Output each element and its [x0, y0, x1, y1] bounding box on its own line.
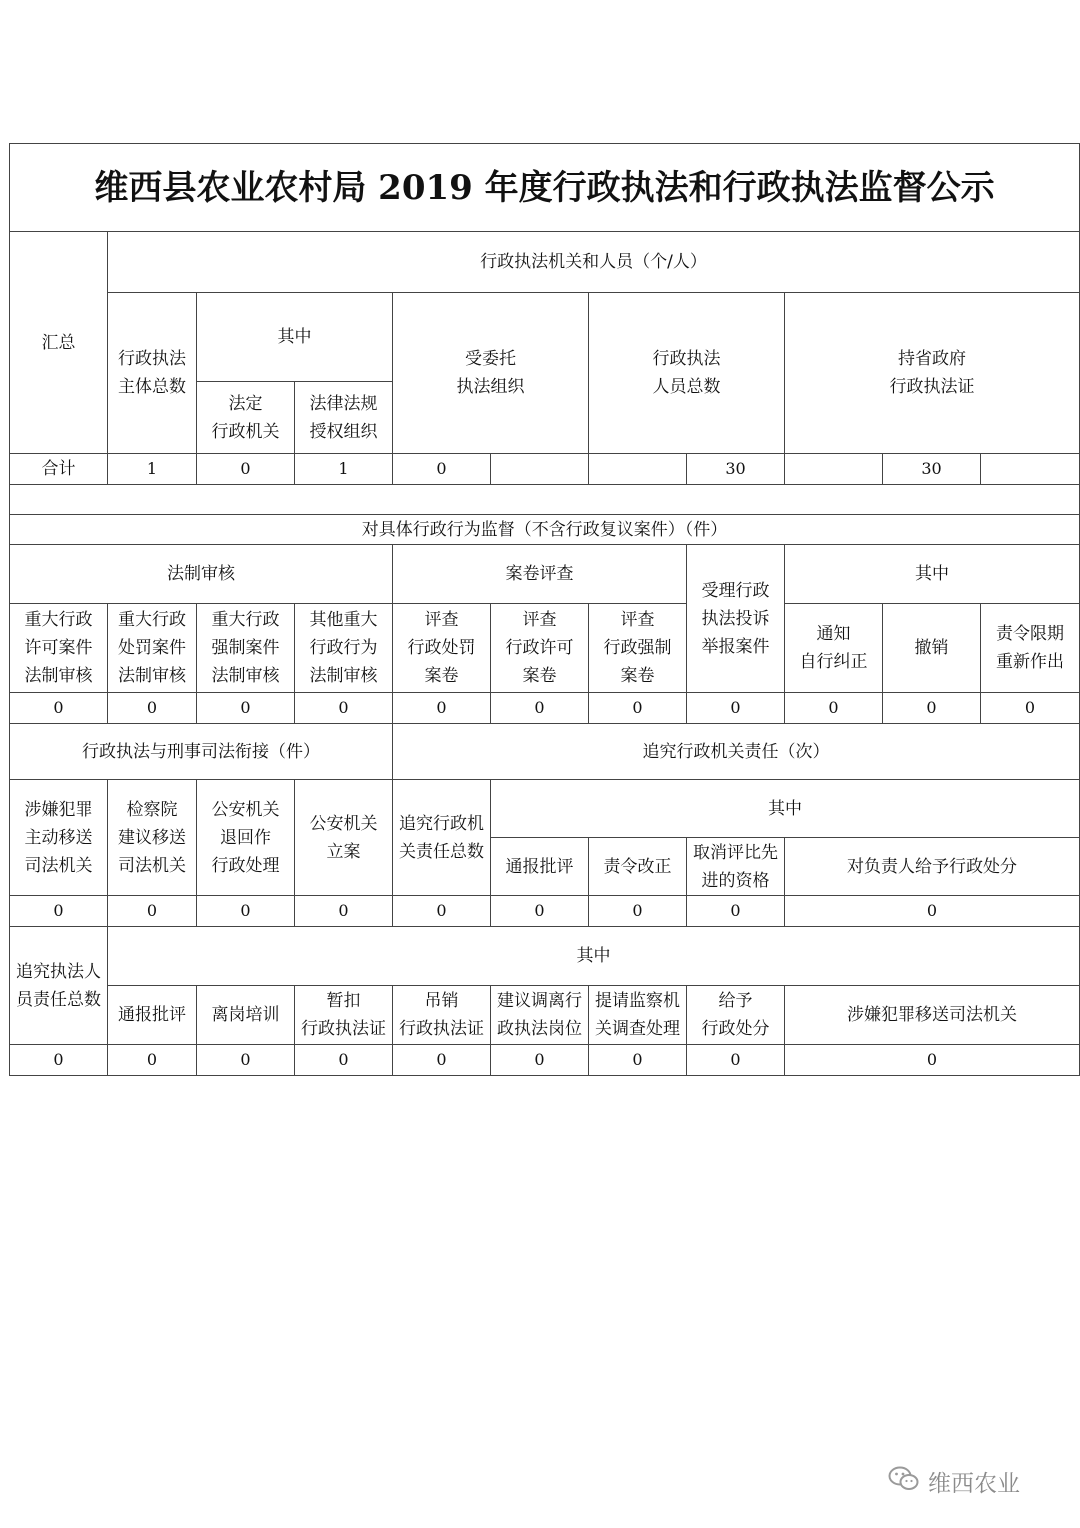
among-header: 其中 [785, 545, 1080, 604]
table-header-cell: 离岗培训 [197, 986, 295, 1045]
authorized-org-value: 1 [295, 454, 393, 485]
spacer-row [10, 485, 1080, 515]
statutory-organ-header: 法定 行政机关 [197, 382, 295, 454]
table-header-cell: 建议调离行 政执法岗位 [491, 986, 589, 1045]
table-header-cell: 涉嫌犯罪 主动移送 司法机关 [10, 780, 108, 896]
table-cell: 0 [10, 1045, 108, 1076]
table-header-cell: 提请监察机 关调查处理 [589, 986, 687, 1045]
table-cell: 0 [393, 693, 491, 724]
table-cell: 0 [295, 1045, 393, 1076]
table-header-cell: 公安机关 退回作 行政处理 [197, 780, 295, 896]
supervision-header: 对具体行政行为监督（不含行政复议案件）（件） [10, 515, 1080, 545]
table-cell [589, 454, 687, 485]
personnel-accountability-total-header: 追究执法人 员责任总数 [10, 927, 108, 1045]
disclosure-table [9, 143, 1080, 1076]
criminal-justice-header: 行政执法与刑事司法衔接（件） [10, 724, 393, 780]
provincial-cert-header: 持省政府 行政执法证 [785, 293, 1080, 454]
authorized-org-header: 法律法规 授权组织 [295, 382, 393, 454]
table-cell: 0 [589, 896, 687, 927]
table-cell: 0 [295, 896, 393, 927]
table-header-cell: 取消评比先 进的资格 [687, 838, 785, 896]
table-header-cell: 吊销 行政执法证 [393, 986, 491, 1045]
accountability-total-header: 追究行政机 关责任总数 [393, 780, 491, 896]
table-header-cell: 通报批评 [108, 986, 197, 1045]
watermark [888, 1463, 1058, 1499]
legal-review-header: 法制审核 [10, 545, 393, 604]
table-cell: 0 [197, 896, 295, 927]
entrusted-org-header: 受委托 执法组织 [393, 293, 589, 454]
table-cell: 0 [491, 1045, 589, 1076]
table-cell [981, 454, 1080, 485]
table-cell: 0 [687, 693, 785, 724]
table-cell: 0 [108, 896, 197, 927]
personnel-total-header: 行政执法 人员总数 [589, 293, 785, 454]
table-cell: 0 [10, 693, 108, 724]
statutory-organ-value: 0 [197, 454, 295, 485]
table-cell: 0 [295, 693, 393, 724]
table-header-cell: 给予 行政处分 [687, 986, 785, 1045]
page-title: 维西县农业农村局 2019 年度行政执法和行政执法监督公示 [10, 144, 1080, 232]
table-header-cell: 责令限期 重新作出 [981, 604, 1080, 693]
table-cell: 0 [589, 1045, 687, 1076]
table-header-cell: 评查 行政处罚 案卷 [393, 604, 491, 693]
table-cell: 0 [197, 693, 295, 724]
table-header-cell: 重大行政 强制案件 法制审核 [197, 604, 295, 693]
entrusted-org-value: 0 [393, 454, 491, 485]
among-header: 其中 [197, 293, 393, 382]
table-header-cell: 通报批评 [491, 838, 589, 896]
table-cell: 0 [10, 896, 108, 927]
table-header-cell: 撤销 [883, 604, 981, 693]
table-header-cell: 暂扣 行政执法证 [295, 986, 393, 1045]
table-cell: 0 [393, 1045, 491, 1076]
table-header-cell: 检察院 建议移送 司法机关 [108, 780, 197, 896]
among-header: 其中 [108, 927, 1080, 986]
table-cell: 0 [393, 896, 491, 927]
table-cell: 0 [785, 693, 883, 724]
table-cell [491, 454, 589, 485]
table-header-cell: 重大行政 许可案件 法制审核 [10, 604, 108, 693]
complaints-header: 受理行政 执法投诉 举报案件 [687, 545, 785, 693]
watermark-text: 维西农业 [928, 1470, 1020, 1497]
agencies-personnel-header: 行政执法机关和人员（个/人） [108, 232, 1080, 293]
table-cell: 0 [491, 896, 589, 927]
table-cell: 0 [491, 693, 589, 724]
table-cell: 0 [108, 1045, 197, 1076]
table-cell: 0 [108, 693, 197, 724]
subject-total-header: 行政执法 主体总数 [108, 293, 197, 454]
table-cell: 0 [687, 1045, 785, 1076]
table-header-cell: 涉嫌犯罪移送司法机关 [785, 986, 1080, 1045]
subject-total-value: 1 [108, 454, 197, 485]
file-review-header: 案卷评查 [393, 545, 687, 604]
table-cell: 0 [883, 693, 981, 724]
table-cell: 0 [589, 693, 687, 724]
table-header-cell: 其他重大 行政行为 法制审核 [295, 604, 393, 693]
table-header-cell: 公安机关 立案 [295, 780, 393, 896]
personnel-total-value: 30 [687, 454, 785, 485]
wechat-icon [888, 1465, 920, 1497]
agency-accountability-header: 追究行政机关责任（次） [393, 724, 1080, 780]
table-cell: 0 [687, 896, 785, 927]
table-header-cell: 评查 行政许可 案卷 [491, 604, 589, 693]
table-header-cell: 重大行政 处罚案件 法制审核 [108, 604, 197, 693]
total-label: 合计 [10, 454, 108, 485]
table-cell: 0 [197, 1045, 295, 1076]
table-header-cell: 通知 自行纠正 [785, 604, 883, 693]
table-header-cell: 责令改正 [589, 838, 687, 896]
table-header-cell: 对负责人给予行政处分 [785, 838, 1080, 896]
table-cell: 0 [981, 693, 1080, 724]
table-cell: 0 [785, 1045, 1080, 1076]
table-cell: 0 [785, 896, 1080, 927]
provincial-cert-value: 30 [883, 454, 981, 485]
table-header-cell: 评查 行政强制 案卷 [589, 604, 687, 693]
summary-label: 汇总 [10, 232, 108, 454]
table-cell [785, 454, 883, 485]
among-header: 其中 [491, 780, 1080, 838]
